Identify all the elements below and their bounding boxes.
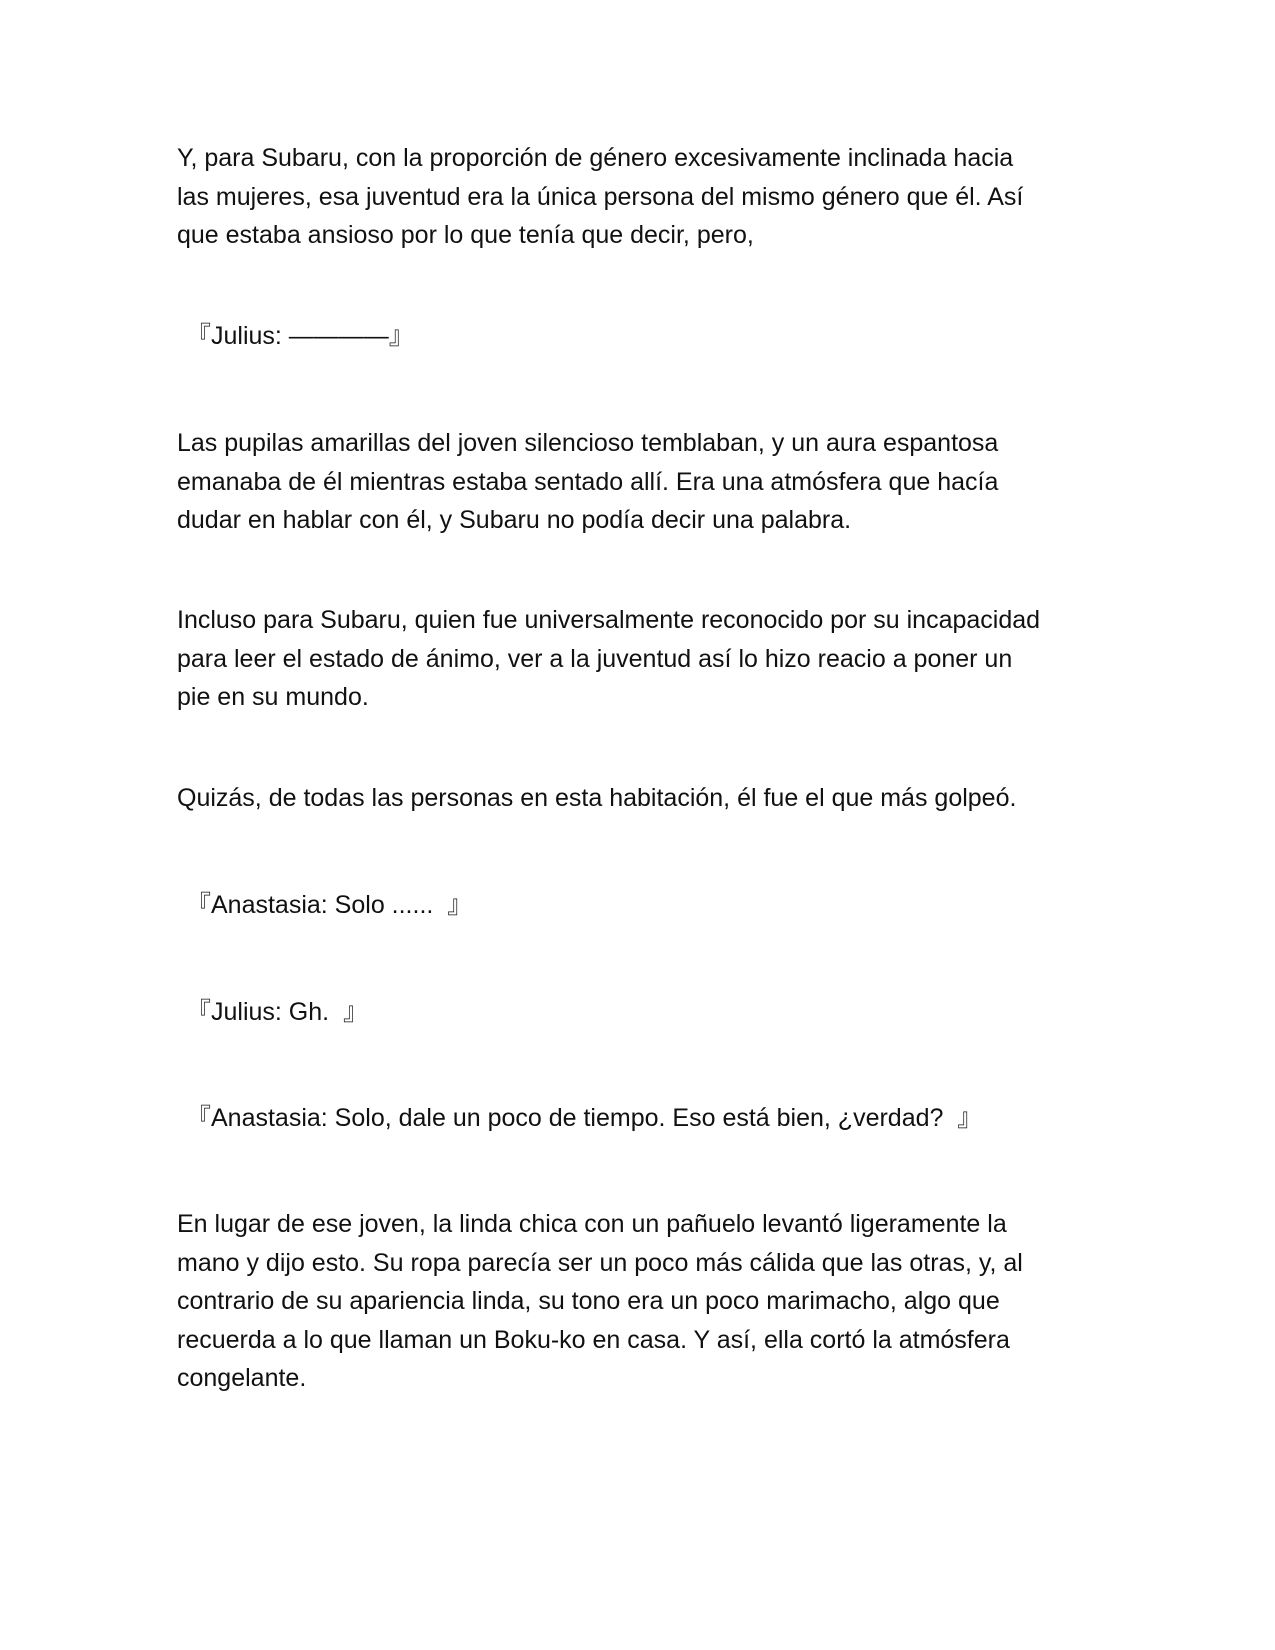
paragraph-line: dudar en hablar con él, y Subaru no podía decir una palabra. [177,506,852,534]
paragraph-line: emanaba de él mientras estaba sentado allí. Era una atmósfera que hacía [177,467,999,496]
paragraph-5 [177,1205,1107,1398]
dialogue-line-julius-1: 『Julius: ————』 [186,322,414,350]
paragraph-4 [177,779,1107,818]
paragraph-line: mano y dijo esto. Su ropa parecía ser un poco más cálida que las otras, y, al [177,1248,1023,1277]
dialogue-line-anastasia-2: 『Anastasia: Solo, dale un poco de tiempo. Eso está bien, ¿verdad? 』 [186,1104,983,1132]
paragraph-line: para leer el estado de ánimo, ver a la juventud así lo hizo reacio a poner un [177,644,1013,673]
paragraph-2 [177,424,1107,540]
paragraph-line: recuerda a lo que llaman un Boku-ko en casa. Y así, ella cortó la atmósfera [177,1325,1010,1354]
dialogue-line-anastasia-1: 『Anastasia: Solo ...... 』 [186,891,473,919]
paragraph-line: congelante. [177,1364,307,1392]
paragraph-line: En lugar de ese joven, la linda chica con un pañuelo levantó ligeramente la [177,1210,1007,1238]
paragraph-line: Incluso para Subaru, quien fue universalmente reconocido por su incapacidad [177,606,1041,634]
dialogue-line-julius-2: 『Julius: Gh. 』 [186,998,368,1026]
paragraph-line: Quizás, de todas las personas en esta habitación, él fue el que más golpeó. [177,784,1017,812]
paragraph-line: contrario de su apariencia linda, su tono era un poco marimacho, algo que [177,1287,1000,1315]
paragraph-line: las mujeres, esa juventud era la única persona del mismo género que él. Así [177,182,1024,211]
paragraph-line: pie en su mundo. [177,683,369,711]
paragraph-line: que estaba ansioso por lo que tenía que decir, pero, [177,221,754,249]
paragraph-line: Las pupilas amarillas del joven silencioso temblaban, y un aura espantosa [177,429,999,457]
paragraph-1 [177,139,1107,255]
paragraph-3 [177,601,1107,717]
paragraph-line: Y, para Subaru, con la proporción de género excesivamente inclinada hacia [177,144,1014,172]
